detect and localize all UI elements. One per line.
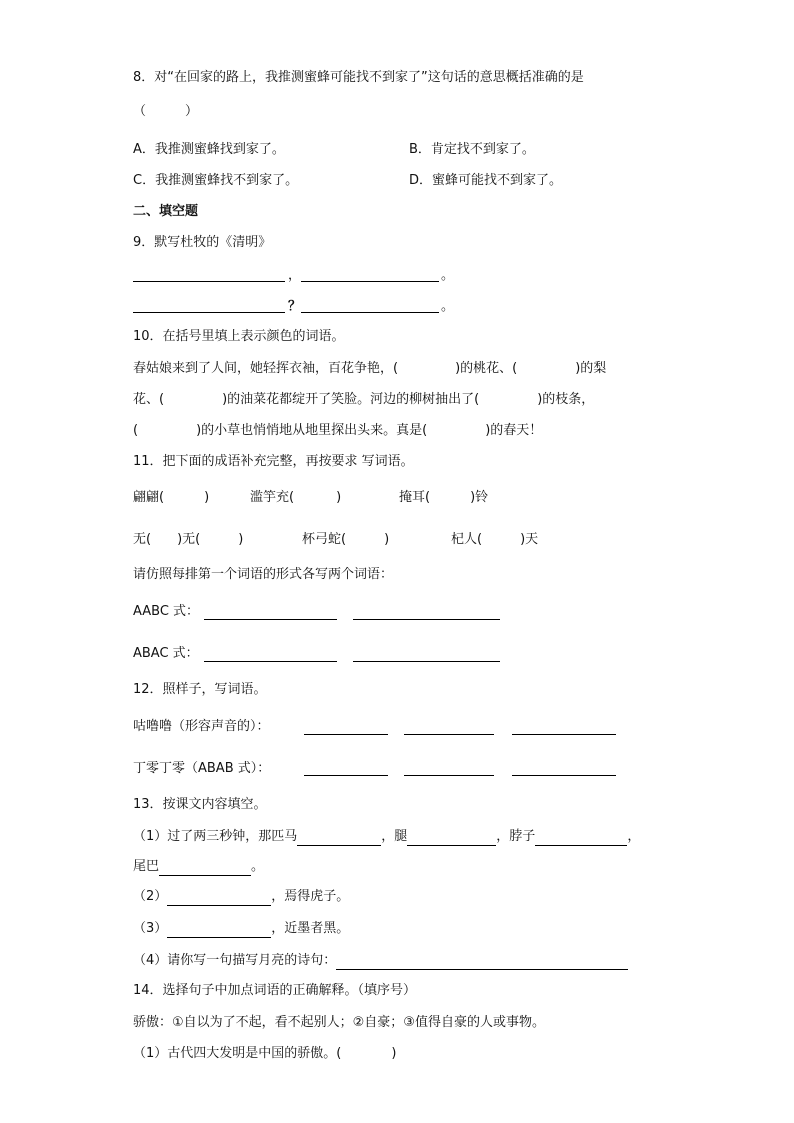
q9-stem: 9．默写杜牧的《清明》 [133, 235, 272, 250]
idiom-text: 杞人( [451, 532, 483, 547]
idiom-text: ) [336, 490, 342, 505]
q8-option-a: A．我推测蜜蜂找到家了。 [133, 142, 285, 157]
aabc-blank-2[interactable] [353, 619, 500, 620]
q10-text: )的桃花、( [455, 361, 518, 376]
idiom-text: ) [204, 490, 210, 505]
q13-text: ，近墨者黑。 [271, 921, 350, 936]
q12-b-blank-3[interactable] [512, 775, 616, 776]
q8-option-c: C．我推测蜜蜂找不到家了。 [133, 173, 299, 188]
idiom-text: 滥竽充( [250, 490, 295, 505]
idiom-text: ) [384, 532, 390, 547]
aabc-label: AABC 式： [133, 604, 200, 619]
q13-item-3 [133, 921, 349, 938]
q12-example-a: 咕噜噜（形容声音的）： [133, 719, 270, 734]
idiom-text: 无( [133, 532, 152, 547]
q12-b-blank-2[interactable] [404, 775, 494, 776]
q10-text: )的春天！ [485, 423, 543, 438]
q13-blank[interactable] [159, 859, 251, 876]
aabc-blank-1[interactable] [204, 619, 337, 620]
q9-period-2: 。 [441, 299, 455, 314]
abac-label: ABAC 式： [133, 646, 199, 661]
q13-blank[interactable] [167, 921, 271, 938]
q10-text: )的梨 [575, 361, 607, 376]
q14-definition: 骄傲：①自以为了不起，看不起别人；②自豪；③值得自豪的人或事物。 [133, 1015, 545, 1030]
idiom-3 [399, 490, 488, 506]
q12-b-blank-1[interactable] [304, 775, 388, 776]
q14-text: ) [391, 1046, 397, 1061]
q13-blank[interactable] [535, 829, 627, 846]
q13-blank[interactable] [407, 829, 496, 846]
q8-answer-parens: （ ） [133, 104, 199, 119]
q11-instruction: 请仿照每排第一个词语的形式各写两个词语： [133, 567, 394, 582]
q10-text: 花、( [133, 392, 165, 407]
idiom-text: 翩翩( [133, 490, 165, 505]
q10-line-2 [133, 392, 594, 408]
q10-text: )的小草也悄悄地从地里探出头来。真是( [196, 423, 428, 438]
q8-option-b: B．肯定找不到家了。 [409, 142, 535, 157]
q10-text: 春姑娘来到了人间，她轻挥衣袖，百花争艳，( [133, 361, 399, 376]
q12-a-blank-1[interactable] [304, 734, 388, 735]
q12-a-blank-2[interactable] [404, 734, 494, 735]
q13-blank[interactable] [297, 829, 381, 846]
q13-text: ，焉得虎子。 [271, 889, 350, 904]
q13-blank[interactable] [167, 889, 271, 906]
q10-text: )的枝条， [537, 392, 595, 407]
idiom-text: 杯弓蛇( [302, 532, 347, 547]
q9-blank-3[interactable] [133, 312, 285, 313]
q13-text: ， [627, 829, 641, 844]
q8-stem: 8．对“在回家的路上，我推测蜜蜂可能找不到家了”这句话的意思概括准确的是 [133, 70, 584, 85]
idiom-6 [451, 532, 538, 548]
q14-item-1 [133, 1046, 396, 1062]
q13-text: （4）请你写一句描写月亮的诗句： [133, 953, 337, 968]
q9-question-mark: ？ [288, 299, 302, 314]
q13-stem: 13．按课文内容填空。 [133, 797, 267, 812]
q10-text: ( [133, 423, 139, 438]
q14-text: （1）古代四大发明是中国的骄傲。( [133, 1046, 342, 1061]
q13-text: 尾巴 [133, 859, 160, 874]
q13-text: 。 [251, 859, 265, 874]
q11-stem: 11．把下面的成语补充完整，再按要求 写词语。 [133, 454, 414, 469]
q13-item-1 [133, 829, 640, 846]
q12-a-blank-3[interactable] [512, 734, 616, 735]
idiom-text: )无( [177, 532, 201, 547]
idiom-text: ) [238, 532, 244, 547]
q12-stem: 12．照样子，写词语。 [133, 682, 267, 697]
q13-text: ，脖子 [496, 829, 536, 844]
q10-line-3 [133, 423, 542, 439]
q14-stem: 14．选择句子中加点词语的正确解释。（填序号） [133, 983, 417, 998]
q13-text: ，腿 [381, 829, 408, 844]
q13-text: （2） [133, 889, 168, 904]
q12-example-b: 丁零丁零（ABAB 式）： [133, 761, 271, 776]
idiom-text: )铃 [470, 490, 489, 505]
abac-blank-1[interactable] [204, 661, 337, 662]
idiom-5 [302, 532, 389, 548]
q13-blank[interactable] [336, 953, 628, 970]
idiom-4 [133, 532, 243, 548]
idiom-2 [250, 490, 341, 506]
q13-text: （1）过了两三秒钟，那匹马 [133, 829, 298, 844]
section-title: 二、填空题 [133, 204, 199, 219]
q10-line-1 [133, 361, 606, 377]
idiom-text: )天 [520, 532, 539, 547]
q13-item-2 [133, 889, 349, 906]
idiom-text: 掩耳( [399, 490, 431, 505]
q9-comma: ， [288, 268, 302, 283]
q13-text: （3） [133, 921, 168, 936]
q9-period-1: 。 [441, 268, 455, 283]
q9-blank-1[interactable] [133, 281, 285, 282]
q9-blank-2[interactable] [301, 281, 439, 282]
q10-stem: 10．在括号里填上表示颜色的词语。 [133, 329, 345, 344]
abac-blank-2[interactable] [353, 661, 500, 662]
q13-item-1-cont [133, 859, 264, 876]
q13-item-4 [133, 953, 628, 970]
idiom-1 [133, 490, 209, 506]
q9-blank-4[interactable] [301, 312, 439, 313]
q10-text: )的油菜花都绽开了笑脸。河边的柳树抽出了( [222, 392, 480, 407]
q8-option-d: D．蜜蜂可能找不到家了。 [409, 173, 563, 188]
